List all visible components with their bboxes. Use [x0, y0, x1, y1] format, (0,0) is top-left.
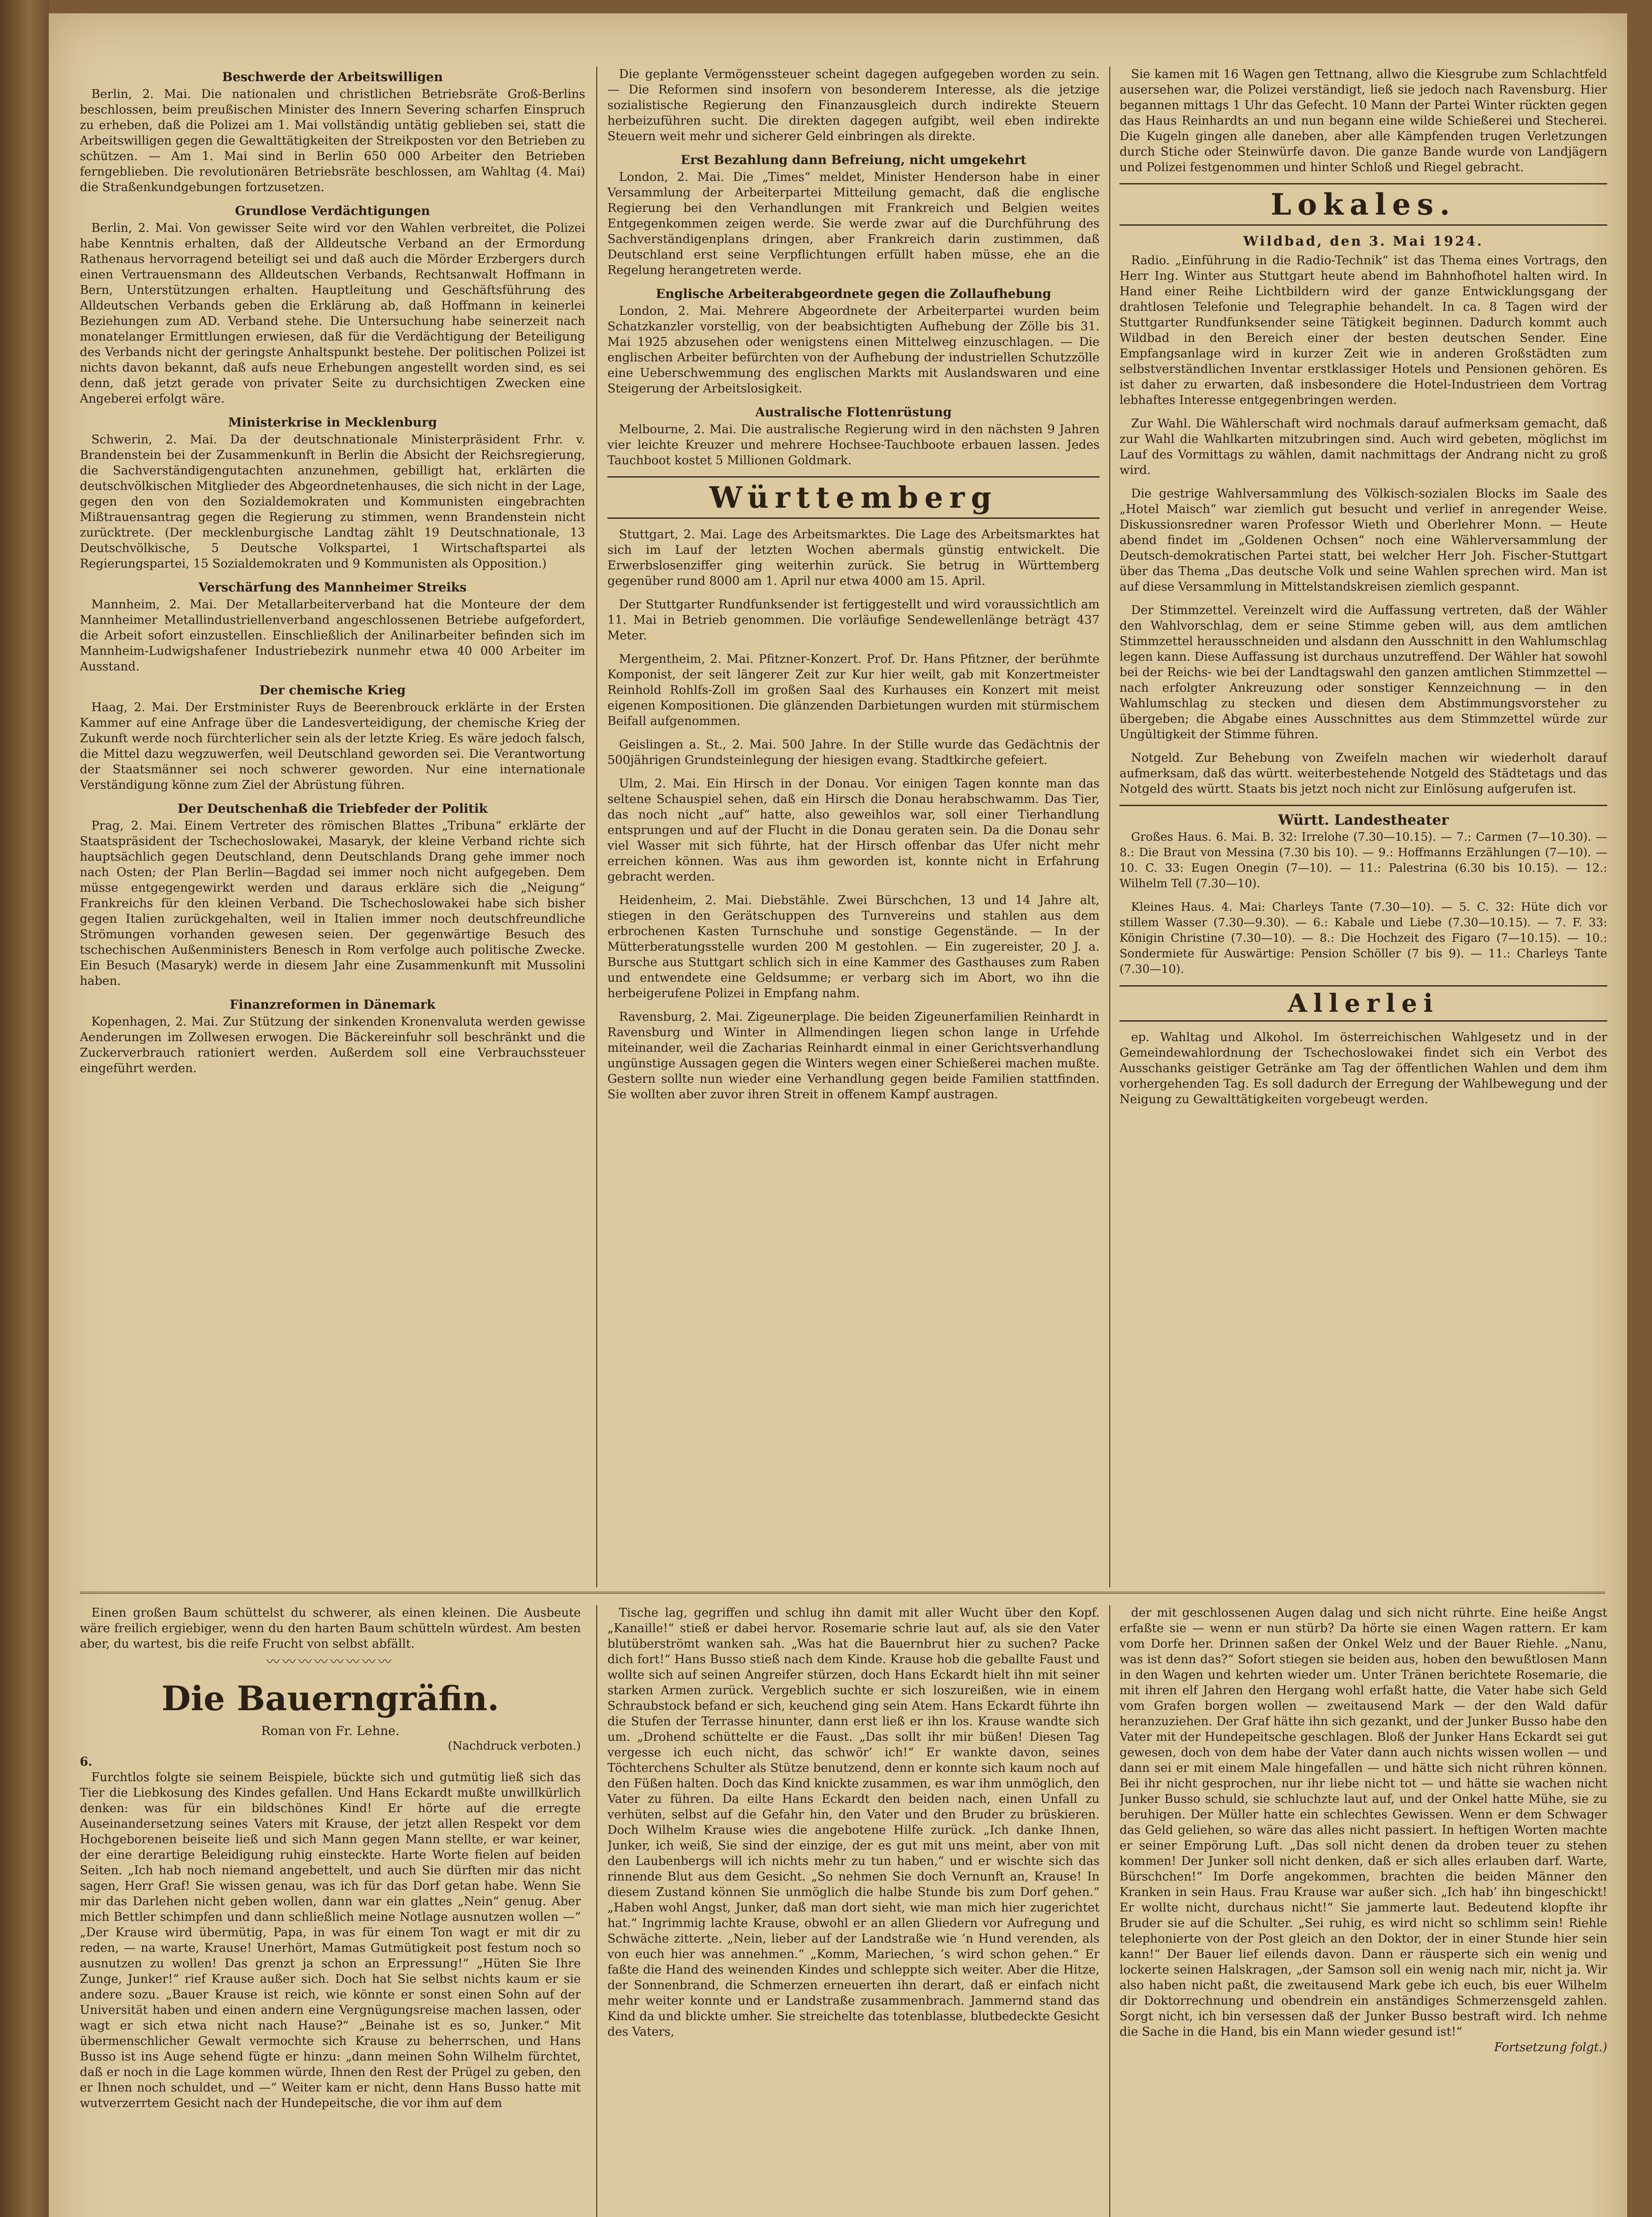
article-headline: Der Deutschenhaß die Triebfeder der Politik — [177, 801, 488, 816]
section-title-allerlei: Allerlei — [1120, 985, 1607, 1022]
novel-author: Roman von Fr. Lehne. — [261, 1723, 399, 1738]
novel-text: Tische lag, gegriffen und schlug ihn damit mit aller Wucht über den Kopf. „Kanaille!“ stieß er dabei hervor. Rosemarie schrie laut auf, als sie den Vater blutüberströmt wanken sah. „Was hat die Bauernbrut hier zu suchen? Packe dich fort!“ Hans Busso stieß nach dem Kinde. Krause hob die geballte Faust und wollte sich auf seinen Angreifer stürzen, doch Hans Eckardt hielt ihn mit seiner starken Armen zurück. Vergeblich suchte er sich loszureißen, wie in einem Schraubstock befand er sich, keuchend ging sein Atem. Hans Eckardt führte ihn die Stufen der Terrasse hinunter, dann erst ließ er ihn los. Krause wandte sich um. „Drohend schüttelte er die Faust. „Das sollt ihr mir büßen! Diesen Tag vergesse ich euch nicht, das schwör’ ich!“ Er wankte davon, seines Töchterchens Schulter als Stütze benutzend, denn er konnte sich kaum noch auf den Füßen halten. Doch das Kind knickte zusammen, es war ihm unmöglich, den Vater zu führen. Da eilte Hans Eckardt den beiden nach, einen Unfall zu verhüten, selbst auf die Gefahr hin, den Vater und den Bruder zu brüskieren. Doch Wilhelm Krause wies die angebotene Hilfe zurück. „Ich danke Ihnen, Junker, ich weiß, Sie sind der einzige, der es gut mit uns meint, aber von mit den Laubenbergs will ich nichts mehr zu tun haben,“ und er wischte sich das rinnende Blut aus dem Gesicht. „So nehmen Sie doch Vernunft an, Krause! In diesem Zustand können Sie unmöglich die halbe Stunde bis zum Dorf gehen.“ „Haben wohl Angst, Junker, daß man dort sieht, wie man mich hier zugerichtet hat.“ Ingrimmig lachte Krause, obwohl er an allen Gliedern vor Aufregung und Schwäche zitterte. „Nein, lieber auf der Landstraße wie ’n Hund verenden, als von euch hier was annehmen.“ „Komm, Mariechen, ’s wird schon gehen.“ Er faßte die Hand des weinenden Kindes und schleppte sich weiter. Aber die Hitze, der Sonnenbrand, die Schmerzen erneuerten ihn derart, daß er einfach nicht mehr weiter konnte und er Landstraße zusammenbrach. Jammernd stand das Kind da und blickte umher. Sie streichelte das totenblasse, blutbedeckte Gesicht des Vaters, — [607, 1606, 1100, 2039]
article-headline: Englische Arbeiterabgeordnete gegen die Zollaufhebung — [656, 286, 1051, 301]
novel-column-1 — [80, 1605, 581, 2217]
news-article — [80, 203, 585, 407]
theater-title: Württ. Landestheater — [1278, 811, 1449, 828]
section-title-wuerttemberg: Württemberg — [607, 476, 1100, 519]
news-article — [607, 67, 1100, 144]
novel-title: Die Bauerngräfin. — [161, 1679, 499, 1718]
column-rule — [596, 1605, 597, 2217]
news-article — [80, 415, 585, 572]
novel-text: Furchtlos folgte sie seinem Beispiele, bückte sich und gutmütig ließ sich das Tier die Liebkosung des Kindes gefallen. Und Hans Eckardt mußte unwillkürlich denken: was für ein bildschönes Kind! Er hörte auf die erregte Auseinandersetzung seines Vaters mit Krause, der jetzt allen Respekt vor dem Hochgeborenen beiseite ließ und sich Mann gegen Mann stellte, er war keiner, der eine derartige Beleidigung ruhig einsteckte. Harte Worte fielen auf beiden Seiten. „Ich hab noch niemand angebettelt, und auch Sie dürften mir das nicht sagen, Herr Graf! Sie wissen genau, was ich für das Dorf getan habe. Wenn Sie mir das Darlehen nicht geben wollen, dann war ein glattes „Nein“ genug. Aber mich Bettler schimpfen und dann schließlich meine Notlage ausnutzen wollen —“ „Der Krause wird übermütig, Papa, in was für einem Ton wagt er mit dir zu reden, — na warte, Krause! Unerhört, Mamas Gutmütigkeit post festum noch so ausnutzen zu wollen! Das grenzt ja schon an Erpressung!“ „Hüten Sie Ihre Zunge, Junker!“ rief Krause außer sich. Doch hat Sie selbst nichts kaum er sie andere sozu. „Bauer Krause ist reich, wie könnte er sonst einen Sohn auf der Universität haben und einen andern eine Vergnügungsreise machen lassen, oder wagt er sich etwa nicht nach Hause?“ „Beinahe ist es so, Junker.“ Mit übermenschlicher Gewalt vermochte sich Krause zu beherrschen, und Hans Busso ist ins Auge sehend fügte er hinzu: „dann meinen Sohn Wilhelm fürchtet, daß er noch in die Lage kommen würde, Ihnen den Rest der Prügel zu geben, den er Ihnen noch schuldet, und —“ Weiter kam er nicht, denn Hans Busso hatte mit wutverzerrtem Gesicht nach der Hundepeitsche, die vor ihm auf dem — [80, 1770, 581, 2110]
news-column-2 — [607, 67, 1100, 1587]
divider — [1120, 805, 1607, 806]
theater-schedule: Kleines Haus. 4. Mai: Charleys Tante (7.30—10). — 5. C. 32: Hüte dich vor stillem Wasser (7.30—9.30). — 6.: Kabale und Liebe (7.30—10.15). — 7. F. 33: Königin Christine (7.30—10). — 8.: Die Hochzeit des Figaro (7—10.15). — 10.: Sondermiete für Auswärtige: Pension Schöller (7 bis 9). — 11.: Charleys Tante (7.30—10). — [1120, 901, 1607, 976]
article-body: Geislingen a. St., 2. Mai. 500 Jahre. In der Stille wurde das Gedächtnis der 500jährigen Grundsteinlegung der hiesigen evang. Stadtkirche gefeiert. — [607, 738, 1100, 767]
article-body: London, 2. Mai. Mehrere Abgeordnete der Arbeiterpartei wurden beim Schatzkanzler vorstellig, von der beabsichtigten Aufhebung der Zölle bis 31. Mai 1925 abzusehen oder wenigstens einen Mittelweg einzuschlagen. — Die englischen Arbeiter befürchten von der Aufhebung der industriellen Schutzzölle eine Ueberschwemmung des englischen Markts mit Auslandswaren und eine Steigerung der Arbeitslosigkeit. — [607, 304, 1100, 396]
article-continuation: Sie kamen mit 16 Wagen gen Tettnang, allwo die Kiesgrube zum Schlachtfeld ausersehen war, die Polizei verständigt, ließ sie jedoch nach Ravensburg. Hier begannen mittags 1 Uhr das Gefecht. 10 Mann der Partei Winter rückten gegen das Haus Reinhardts an und nun begann eine wilde Schießerei und Stecherei. Die Kugeln gingen alle daneben, aber alle Kämpfenden trugen Verletzungen durch Stiche oder Steinwürfe davon. Die ganze Bande wurde von Landjägern und Polizei festgenommen und hinter Schloß und Riegel gebracht. — [1120, 67, 1607, 174]
feuilleton-divider — [80, 1592, 1605, 1594]
article-body: Zur Wahl. Die Wählerschaft wird nochmals darauf aufmerksam gemacht, daß zur Wahl die Wahlkarten mitzubringen sind. Auch wird gebeten, möglichst im Lauf des Vormittags zu wählen, damit nachmittags der Andrang nicht zu groß wird. — [1120, 417, 1607, 477]
article-body: Ulm, 2. Mai. Ein Hirsch in der Donau. Vor einigen Tagen konnte man das seltene Schauspiel sehen, daß ein Hirsch die Donau herabschwamm. Das Tier, das noch nicht „auf“ hatte, also geweihlos war, soll einer Tierhandlung entsprungen und auf der Flucht in die Donau geraten sein. Da die Donau sehr viel Wasser mit sich führte, hat der Hirsch offenbar das Ufer nicht mehr erreichen können. Was aus ihm geworden ist, konnte nicht in Erfahrung gebracht werden. — [607, 777, 1100, 884]
article-headline: Erst Bezahlung dann Befreiung, nicht umgekehrt — [681, 153, 1026, 167]
news-article — [80, 580, 585, 674]
article-body: Prag, 2. Mai. Einem Vertreter des römischen Blattes „Tribuna“ erklärte der Staatspräsident der Tschechoslowakei, Masaryk, der kleine Verband richte sich hauptsächlich gegen Deutschland, denn Deutschlands Drang gehe immer noch nach Osten; der Plan Berlin—Bagdad sei immer noch nicht aufgegeben. Dem müsse entgegengewirkt werden und daraus erkläre sich die „Neigung“ Frankreichs für den kleinen Verband. Die Tschechoslowakei habe sich bisher gegen Italien zurückgehalten, weil in Italien immer noch deutschfreundliche Strömungen vorhanden gewesen seien. Der gegenwärtige Besuch des tschechischen Außenministers Benesch in Rom verfolge auch politische Zwecke. Ein Besuch (Masaryk) werde in diesem Jahr eine Zusammenkunft mit Mussolini haben. — [80, 819, 585, 988]
news-article — [1120, 750, 1607, 797]
news-article — [607, 527, 1100, 589]
article-body: Berlin, 2. Mai. Von gewisser Seite wird vor den Wahlen verbreitet, die Polizei habe Kenntnis erhalten, daß der Alldeutsche Verband an der Ermordung Rathenaus hervorragend beteiligt sei und daß auch die Mörder Erzbergers durch einen Vertrauensmann des Alldeutschen Verbands, Rechtsanwalt Hoffmann in Bern, Unterstützungen erhalten. Hauptleitung und Geschäftsführung des Alldeutschen Verbands geben die Erklärung ab, daß Hoffmann in keinerlei Beziehungen zum AD. Verband stehe. Die Untersuchung habe seinerzeit nach monatelanger Ermittlungen erwiesen, daß für die Verdächtigung der Beteiligung des Verbands nicht der geringste Anhaltspunkt bestehe. Der politischen Polizei ist nichts davon bekannt, daß aufs neue Erhebungen angestellt worden sind, es sei denn, daß jetzt gerade von privater Seite zu durchsichtigen Zwecken eine Angeberei erfolgt wäre. — [80, 221, 585, 406]
news-article — [607, 286, 1100, 396]
column-rule — [596, 67, 597, 1587]
article-body: Haag, 2. Mai. Der Erstminister Ruys de Beerenbrouck erklärte in der Ersten Kammer auf eine Anfrage über die Landesverteidigung, der chemische Krieg der Zukunft werde noch fürchterlicher sein als der letzte Krieg. Es wäre jedoch falsch, die Mittel dazu wegzuwerfen, weil Deutschland geworden sei. Die Verantwortung der Staatsmänner sei noch schwerer geworden. Nur eine internationale Verständigung könne zum Ziel der Abrüstung führen. — [80, 701, 585, 792]
article-headline: Beschwerde der Arbeitswilligen — [222, 70, 443, 84]
article-headline: Ministerkrise in Mecklenburg — [228, 415, 437, 430]
novel-text: der mit geschlossenen Augen dalag und sich nicht rührte. Eine heiße Angst erfaßte sie — wenn er nun stürb? Da hörte sie einen Wagen rattern. Er kam vom Dorfe her. Drinnen saßen der Onkel Welz und der Bauer Riehle. „Nanu, was ist denn das?“ Sofort stiegen sie beiden aus, hoben den bewußtlosen Mann in den Wagen und kehrten wieder um. Unter Tränen berichtete Rosemarie, die mit ihren elf Jahren den Hergang wohl erfaßt hatte, die Vater habe sich Geld vom Grafen borgen wollen — zweitausend Mark — der den Wald dafür heranzuziehen. Der Graf hätte ihn sich gezankt, und der Junker Busso habe den Vater mit der Hundepeitsche geschlagen. Bloß der Junker Hans Eckardt sei gut gewesen, doch von dem habe der Vater dann auch nichts wissen wollen — und dann sei er mit einem Male hingefallen — und hätte sich nicht rühren können. Bei ihr nicht gesprochen, nur ihr liebe nicht tot — und hätte sie wachen nicht Junker Busso schuld, sie schluchzte laut auf, und der Onkel hatte Mühe, sie zu beruhigen. Der Müller hatte ein schlechtes Gewissen. Wenn er dem Schwager das Geld geliehen, so wäre das alles nicht passiert. In heftigen Worten machte er seiner Empörung Luft. „Das soll nicht denen da droben teuer zu stehen kommen! Der Junker soll nicht denken, daß er sich alles erlauben darf. Warte, Bürschchen!“ Im Dorfe angekommen, brachten die beiden Männer den Kranken in sein Haus. Frau Krause war außer sich. „Ich hab’ ihn bingeschickt! Er wollte nicht, durchaus nicht!“ Sie jammerte laut. Bedeutend klopfte ihr Bruder sie auf die Schulter. „Sei ruhig, es wird nicht so schlimm sein! Riehle telephonierte von der Post gleich an den Doktor, der in einer Stunde hier sein kann!“ Der Bauer lief eilends davon. Dann er räusperte sich ein wenig und lockerte seinen Halskragen, „der Samson soll ein wenig nach mir, nicht ja. Wir also haben nicht paßt, die zweitausend Mark gebe ich euch, bis euer Wilhelm dir Doktorrechnung und obendrein ein anständiges Schmerzensgeld zahlen. Sorgt nicht, ich bin versessen daß der Junker Busso bestraft wird. Ich nehme die Sache in die Hand, bis ein Mann wieder gesund ist!“ — [1120, 1606, 1607, 2039]
news-article — [607, 651, 1100, 729]
news-column-3 — [1120, 67, 1607, 1587]
article-body: Kopenhagen, 2. Mai. Zur Stützung der sinkenden Kronenvaluta werden gewisse Aenderungen im Zollwesen erwogen. Die Bäckereinfuhr soll beschränkt und die Zuckerverbrauch rationiert werden. Außerdem soll eine Verbrauchssteuer eingeführt werden. — [80, 1015, 585, 1075]
novel-rights-notice: (Nachdruck verboten.) — [448, 1739, 581, 1753]
article-body: London, 2. Mai. Die „Times“ meldet, Minister Henderson habe in einer Versammlung der Arbeiterpartei Mitteilung gemacht, daß die englische Regierung bei den Verhandlungen mit Frankreich und Belgien weites Entgegenkommen zeigen werde. Sie werde zwar auf die Durchführung des Sachverständigenplans dringen, aber Frankreich darin zustimmen, daß Deutschland erst seine Verpflichtungen erfüllt haben müsse, ehe an die Regelung herangetreten werde. — [607, 170, 1100, 277]
news-article — [80, 801, 585, 989]
article-headline: Australische Flottenrüstung — [755, 405, 952, 419]
article-body: Der Stimmzettel. Vereinzelt wird die Auffassung vertreten, daß der Wähler den Wahlvorschlag, dem er seine Stimme geben will, aus dem amtlichen Stimmzettel herausschneiden und alsdann den Ausschnitt in den Wahlumschlag legen kann. Diese Auffassung ist durchaus unzutreffend. Der Wähler hat sowohl bei der Reichs- wie bei der Landtagswahl den ganzen amtlichen Stimmzettel — nach erfolgter Ankreuzung oder sonstiger Kennzeichnung — in den Wahlumschlag zu stecken und diesen dem Abstimmungsvorsteher zu übergeben; die Abgabe eines Ausschnittes aus dem Stimmzettel würde zur Ungültigkeit der Stimme führen. — [1120, 603, 1607, 741]
news-article — [607, 597, 1100, 643]
article-headline: Grundlose Verdächtigungen — [235, 204, 431, 218]
article-body: Der Stuttgarter Rundfunksender ist fertiggestellt und wird voraussichtlich am 11. Mai in Betrieb genommen. Die vorläufige Sendewellenlänge beträgt 437 Meter. — [607, 598, 1100, 642]
news-article — [607, 152, 1100, 278]
news-column-1 — [80, 67, 585, 1587]
lokales-dateline: Wildbad, den 3. Mai 1924. — [1243, 234, 1484, 249]
chapter-number: 6. — [80, 1755, 93, 1769]
news-article — [80, 69, 585, 195]
article-body: Berlin, 2. Mai. Die nationalen und christlichen Betriebsräte Groß-Berlins beschlossen, beim preußischen Minister des Innern Severing scharfen Einspruch zu erheben, daß die Polizei am 1. Mai vollständig untätig geblieben sei, statt die Arbeitswilligen gegen die Gewalttätigkeiten der Streikposten vor den Betrieben zu schützen. — Am 1. Mai sind in Berlin 650 000 Arbeiter den Betrieben ferngeblieben. Die revolutionären Betriebsräte beschlossen, am Wahltag (4. Mai) die Straßenkundgebungen fortzusetzen. — [80, 87, 585, 194]
news-article — [1120, 486, 1607, 595]
article-headline: Der chemische Krieg — [259, 683, 406, 697]
news-article — [607, 404, 1100, 468]
ornament-divider: 〰〰〰〰〰〰〰〰 — [266, 1654, 394, 1670]
article-headline: Verschärfung des Mannheimer Streiks — [198, 580, 467, 595]
news-article — [1120, 416, 1607, 478]
article-body: Radio. „Einführung in die Radio-Technik“ ist das Thema eines Vortrags, den Herr Ing. Winter aus Stuttgart heute abend im Bahnhofhotel halten wird. In Hand einer Reihe Lichtbildern wird der ganze Entwicklungsgang der drahtlosen Telefonie und Telegraphie behandelt. In ca. 8 Tagen wird der Stuttgarter Rundfunksender seine Tätigkeit beginnen. Dadurch kommt auch Wildbad in den Bereich einer der besten deutschen Sender. Eine Empfangsanlage wird in kurzer Zeit wie in anderen Großstädten zum selbstverständlichen Inventar erstklassiger Hotels und Pensionen gehören. Es ist daher zu erwarten, daß insbesondere die Hotel-Industrieen dem Vortrag lebhaftes Interesse entgegenbringen werden. — [1120, 254, 1607, 407]
article-body: Notgeld. Zur Behebung von Zweifeln machen wir wiederholt darauf aufmerksam, daß das württ. weiterbestehende Notgeld des Städtetags und das Notgeld des württ. Staats bis jetzt noch nicht zur Einlösung aufgerufen ist. — [1120, 751, 1607, 796]
novel-column-2 — [607, 1605, 1100, 2217]
news-article — [607, 893, 1100, 1001]
column-rule — [1109, 1605, 1110, 2217]
allerlei-article: ep. Wahltag und Alkohol. Im österreichischen Wahlgesetz und in der Gemeindewahlordnung der Tschechoslowakei findet sich ein Verbot des Ausschanks geistiger Getränke am Tag der öffentlichen Wahlen und dem ihm vorhergehenden Tag. Es soll dadurch der Erregung der Wahlbewegung und der Neigung zu Gewalttätigkeiten vorgebeugt werden. — [1120, 1030, 1607, 1106]
news-article — [1120, 603, 1607, 742]
article-headline: Finanzreformen in Dänemark — [229, 997, 436, 1012]
article-body: Mannheim, 2. Mai. Der Metallarbeiterverband hat die Monteure der dem Mannheimer Metallindustriellenverband angeschlossenen Betriebe aufgefordert, die Arbeit sofort einzustellen. Einschließlich der Anilinarbeiter befinden sich im Mannheim-Ludwigshafener Industriebezirk nunmehr etwa 40 000 Arbeiter im Ausstand. — [80, 598, 585, 674]
article-body: Die geplante Vermögenssteuer scheint dagegen aufgegeben worden zu sein. — Die Reformen sind insofern von besonderem Interesse, als die jetzige sozialistische Regierung den Finanzausgleich durch indirekte Steuern herbeizuführen sucht. Die direkten dagegen aufgibt, weil eben indirekte Steuern weit mehr und sicherer Geld einbringen als direkte. — [607, 67, 1100, 143]
article-body: Melbourne, 2. Mai. Die australische Regierung wird in den nächsten 9 Jahren vier leichte Kreuzer und mehrere Hochsee-Tauchboote erbauen lassen. Jedes Tauchboot kostet 5 Millionen Goldmark. — [607, 423, 1100, 467]
article-body: Schwerin, 2. Mai. Da der deutschnationale Ministerpräsident Frhr. v. Brandenstein bei der Zusammenkunft in Berlin die Absicht der Reichsregierung, die Sachverständigengutachten anzunehmen, gebilligt hat, erklärten die deutschvölkischen Mitglieder des Abgeordnetenhauses, die sich nicht in der Lage, gegen den von den Sozialdemokraten und Kommunisten eingebrachten Mißtrauensantrag gegen die Regierung zu stimmen, wenn Brandenstein nicht zurücktrete. (Der mecklenburgische Landtag zählt 19 Deutschnationale, 13 Deutschvölkische, 5 Deutsche Volkspartei, 1 Wirtschaftspartei als Regierungspartei, 15 Sozialdemokraten und 9 Kommunisten als Opposition.) — [80, 433, 585, 571]
news-article — [607, 737, 1100, 768]
news-article — [80, 682, 585, 793]
article-body: Die gestrige Wahlversammlung des Völkisch-sozialen Blocks im Saale des „Hotel Maisch“ war ziemlich gut besucht und verlief in anregender Weise. Diskussionsredner waren Professor Wieth und Oberlehrer Monn. — Heute abend findet im „Goldenen Ochsen“ noch eine Wählerversammlung der Deutsch-demokratischen Partei statt, bei welcher Herr Joh. Fischer-Stuttgart über das Thema „Das deutsche Volk und seine Wahlen sprechen wird. Man ist auf diese Versammlung in Mittelstandskreisen ziemlich gespannt. — [1120, 487, 1607, 594]
novel-intro: Einen großen Baum schüttelst du schwerer, als einen kleinen. Die Ausbeute wäre freilich ergiebiger, wenn du den harten Baum schütteln würdest. Am besten aber, du wartest, bis die reife Frucht von selbst abfällt. — [80, 1606, 581, 1651]
section-title-lokales: Lokales. — [1120, 183, 1607, 226]
news-article — [80, 997, 585, 1076]
news-article — [607, 1009, 1100, 1102]
article-body: Mergentheim, 2. Mai. Pfitzner-Konzert. Prof. Dr. Hans Pfitzner, der berühmte Komponist, der seit längerer Zeit zur Kur hier weilt, gab mit Konzertmeister Reinhold Rohlfs-Zoll im großen Saal des Kurhauses ein Konzert mit meist eigenen Kompositionen. Die glänzenden Darbietungen wurden mit stürmischem Beifall aufgenommen. — [607, 652, 1100, 728]
column-rule — [1109, 67, 1110, 1587]
theater-schedule: Großes Haus. 6. Mai. B. 32: Irrelohe (7.30—10.15). — 7.: Carmen (7—10.30). — 8.: Die Braut von Messina (7.30 bis 10). — 9.: Hoffmanns Erzählungen (7—10). — 10. C. 33: Eugen Onegin (7—10). — 11.: Palestrina (6.30 bis 10.15). — 12.: Wilhelm Tell (7.30—10). — [1120, 830, 1607, 890]
novel-column-3 — [1120, 1605, 1607, 2217]
article-body: Stuttgart, 2. Mai. Lage des Arbeitsmarktes. Die Lage des Arbeitsmarktes hat sich im Lauf der letzten Wochen abermals günstig entwickelt. Die Erwerbslosenziffer ging weiterhin zurück. Sie betrug in Württemberg gegenüber rund 8000 am 1. April nur etwa 4000 am 15. April. — [607, 528, 1100, 588]
continued-notice: Fortsetzung folgt.) — [1494, 2041, 1607, 2054]
news-article — [607, 776, 1100, 885]
article-body: Heidenheim, 2. Mai. Diebstähle. Zwei Bürschchen, 13 und 14 Jahre alt, stiegen in den Gerätschuppen des Turnvereins und stahlen aus dem erbrochenen Kasten Turnschuhe und sonstige Gegenstände. — In der Mütterberatungsstelle wurden 200 M gestohlen. — Ein zugereister, 20 J. a. Bursche aus Stuttgart schlich sich in eine Kammer des Gasthauses zum Raben und entwendete eine Geldsumme; er verbarg sich im Abort, wo ihn die herbeigerufene Polizei in Empfang nahm. — [607, 893, 1100, 1000]
news-article — [1120, 253, 1607, 408]
article-body: Ravensburg, 2. Mai. Zigeunerplage. Die beiden Zigeunerfamilien Reinhardt in Ravensburg und Winter in Allmendingen liegen schon lange in Urfehde miteinander, weil die Zacharias Reinhardt einmal in einer Gerichtsverhandlung ungünstige Aussagen gegen die Winters wegen einer Schießerei machen mußte. Gestern sollte nun wieder eine Verhandlung gegen beide Familien stattfinden. Sie wollten aber zuvor ihren Streit in offenem Kampf austragen. — [607, 1010, 1100, 1101]
binding-edge — [0, 0, 49, 2217]
